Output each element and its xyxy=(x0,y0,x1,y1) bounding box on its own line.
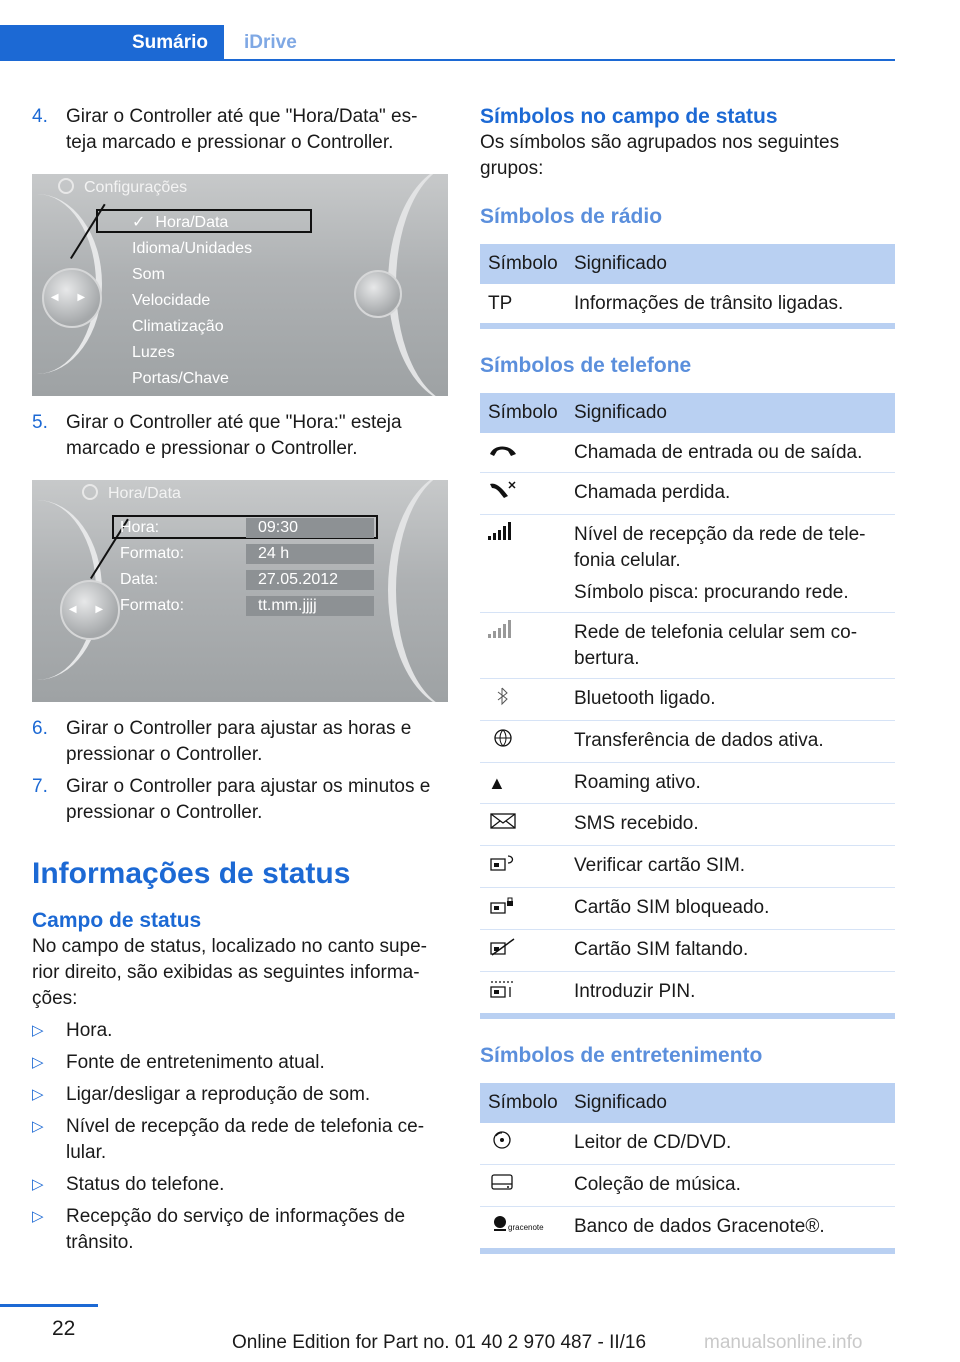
meaning-note: Símbolo pisca: procurando rede. xyxy=(574,582,849,603)
meaning-cell: Leitor de CD/DVD. xyxy=(574,1132,732,1153)
top-tabs xyxy=(0,25,895,61)
meaning-cell: Informações de trânsito ligadas. xyxy=(574,293,844,314)
triangle-bullet-icon: ▷ xyxy=(32,1086,44,1103)
controller-knob-icon: ◀ ▶ xyxy=(60,580,120,640)
meaning-cell: Verificar cartão SIM. xyxy=(574,855,746,876)
field-label: Formato: xyxy=(120,597,185,614)
phone-call-icon xyxy=(488,442,518,458)
time-date-screen-image xyxy=(32,480,448,702)
menu-item: Portas/Chave xyxy=(132,370,229,387)
list-item: ▷ Hora. xyxy=(32,1018,448,1044)
menu-item: ✓ Hora/Data xyxy=(132,214,229,231)
settings-knob-icon xyxy=(354,270,402,318)
table-row xyxy=(480,515,895,613)
table-row xyxy=(480,433,895,473)
step-5 xyxy=(32,410,448,462)
sms-icon xyxy=(488,811,518,831)
meaning-cell: Cartão SIM bloqueado. xyxy=(574,897,770,918)
controller-knob-icon: ◀ ▶ xyxy=(42,268,102,328)
no-coverage-icon xyxy=(488,620,511,638)
col-symbol-header: Símbolo xyxy=(488,402,558,423)
col-meaning-header: Significado xyxy=(574,253,667,274)
step-text: Girar o Controller até que "Hora:" esteja marcado e pressionar o Controller. xyxy=(66,412,402,459)
screen-title: Configurações xyxy=(58,176,187,200)
meaning-cell: Rede de telefonia celular sem co-bertura. xyxy=(574,622,858,669)
table-row xyxy=(480,284,895,323)
cd-dvd-icon xyxy=(488,1130,518,1150)
data-transfer-icon xyxy=(488,728,518,748)
field-label: Formato: xyxy=(120,545,185,562)
gear-icon xyxy=(82,484,98,500)
meaning-cell: Cartão SIM faltando. xyxy=(574,939,749,960)
col-meaning-header: Significado xyxy=(574,1092,667,1113)
step-text: Girar o Controller até que "Hora/Data" es-teja marcado e pressionar o Controller. xyxy=(66,106,418,153)
check-icon: ✓ xyxy=(132,214,146,231)
step-7 xyxy=(32,774,448,826)
field-label: Hora: xyxy=(120,519,160,536)
section-heading: Informações de status xyxy=(32,857,351,890)
field-value: tt.mm.jjjj xyxy=(246,596,374,616)
table-row xyxy=(480,721,895,763)
menu-item: Velocidade xyxy=(132,292,211,309)
left-column xyxy=(32,104,448,1262)
table-row xyxy=(480,804,895,846)
sim-locked-icon xyxy=(488,895,518,915)
col-meaning-header: Significado xyxy=(574,402,667,423)
table-row xyxy=(480,763,895,804)
page-number: 22 xyxy=(52,1317,76,1340)
step-4 xyxy=(32,104,448,156)
meaning-cell: Banco de dados Gracenote®. xyxy=(574,1216,825,1237)
list-item: ▷ Fonte de entretenimento atual. xyxy=(32,1050,448,1076)
meaning-cell: SMS recebido. xyxy=(574,813,699,834)
sim-missing-icon xyxy=(488,937,518,957)
col-symbol-header: Símbolo xyxy=(488,253,558,274)
gracenote-icon xyxy=(488,1214,558,1234)
list-item: ▷ Nível de recepção da rede de telefonia ce-lular. xyxy=(32,1114,448,1166)
table-row xyxy=(480,846,895,888)
footer-rule xyxy=(0,1304,98,1307)
field-value: 27.05.2012 xyxy=(246,570,374,590)
status-list xyxy=(32,1018,448,1256)
menu-item: Climatização xyxy=(132,318,224,335)
meaning-cell: Chamada perdida. xyxy=(574,482,731,503)
entertainment-symbols-table xyxy=(480,1083,895,1254)
field-value: 09:30 xyxy=(246,518,374,538)
tab-idrive[interactable]: iDrive xyxy=(244,32,297,53)
radio-symbols-heading: Símbolos de rádio xyxy=(480,205,663,228)
table-row xyxy=(480,1123,895,1165)
list-item: ▷ Ligar/desligar a reprodução de som. xyxy=(32,1082,448,1108)
svg-text:gracenote: gracenote xyxy=(508,1223,544,1232)
table-row xyxy=(480,1165,895,1207)
meaning-cell: Transferência de dados ativa. xyxy=(574,730,824,751)
settings-menu xyxy=(132,210,252,392)
step-number: 6. xyxy=(32,718,48,739)
meaning-cell: Bluetooth ligado. xyxy=(574,688,716,709)
triangle-bullet-icon: ▷ xyxy=(32,1176,44,1193)
step-number: 7. xyxy=(32,776,48,797)
screen-title: Hora/Data xyxy=(82,482,181,506)
field-label: Data: xyxy=(120,571,159,588)
signal-strength-icon xyxy=(488,522,511,540)
phone-symbols-heading: Símbolos de telefone xyxy=(480,354,692,377)
step-6 xyxy=(32,716,448,768)
settings-screen-image xyxy=(32,174,448,396)
right-column xyxy=(480,104,895,1254)
table-row xyxy=(480,930,895,972)
step-number: 5. xyxy=(32,412,48,433)
gear-icon xyxy=(58,178,74,194)
roaming-icon: ▲ xyxy=(488,773,506,793)
step-number: 4. xyxy=(32,106,48,127)
step-text: Girar o Controller para ajustar os minutos e pressionar o Controller. xyxy=(66,776,431,823)
triangle-bullet-icon: ▷ xyxy=(32,1118,44,1135)
table-row xyxy=(480,888,895,930)
paragraph: No campo de status, localizado no canto supe-rior direito, são exibidas as seguintes informa-ções: xyxy=(32,936,428,1009)
table-row xyxy=(480,679,895,721)
col-symbol-header: Símbolo xyxy=(488,1092,558,1113)
subsection-heading: Campo de status xyxy=(32,909,202,932)
menu-item: Idioma/Unidades xyxy=(132,240,253,257)
field-value: 24 h xyxy=(246,544,374,564)
edition-note: Online Edition for Part no. 01 40 2 970 487 - II/16 xyxy=(232,1332,647,1353)
triangle-bullet-icon: ▷ xyxy=(32,1054,44,1071)
meaning-cell: Chamada de entrada ou de saída. xyxy=(574,442,863,463)
sim-check-icon xyxy=(488,853,518,873)
meaning-cell: Introduzir PIN. xyxy=(574,981,696,1002)
entertainment-symbols-heading: Símbolos de entretenimento xyxy=(480,1044,763,1067)
watermark: manualsonline.info xyxy=(704,1332,863,1353)
screen-ring-right xyxy=(388,480,448,702)
music-collection-icon xyxy=(488,1172,518,1192)
menu-item: Som xyxy=(132,266,165,283)
missed-call-icon xyxy=(488,480,518,500)
table-row xyxy=(480,1207,895,1248)
table-header xyxy=(480,244,895,284)
radio-symbols-table xyxy=(480,244,895,329)
pin-entry-icon xyxy=(488,979,518,999)
section-heading: Símbolos no campo de status xyxy=(480,105,778,128)
table-header xyxy=(480,393,895,433)
table-row xyxy=(480,613,895,679)
meaning-cell: Nível de recepção da rede de tele-fonia celular. xyxy=(574,524,866,571)
paragraph: Os símbolos são agrupados nos seguintes grupos: xyxy=(480,132,840,179)
triangle-bullet-icon: ▷ xyxy=(32,1208,44,1225)
symbol-cell: TP xyxy=(488,293,513,314)
tab-sumario[interactable]: Sumário xyxy=(0,25,224,61)
phone-symbols-table xyxy=(480,393,895,1019)
list-item: ▷ Recepção do serviço de informações de trânsito. xyxy=(32,1204,448,1256)
triangle-bullet-icon: ▷ xyxy=(32,1022,44,1039)
table-row xyxy=(480,473,895,515)
meaning-cell: Coleção de música. xyxy=(574,1174,741,1195)
bluetooth-icon xyxy=(488,686,518,706)
menu-item: Luzes xyxy=(132,344,175,361)
table-row xyxy=(480,972,895,1013)
list-item: ▷ Status do telefone. xyxy=(32,1172,448,1198)
meaning-cell: Roaming ativo. xyxy=(574,772,701,793)
table-header xyxy=(480,1083,895,1123)
step-text: Girar o Controller para ajustar as horas e pressionar o Controller. xyxy=(66,718,412,765)
